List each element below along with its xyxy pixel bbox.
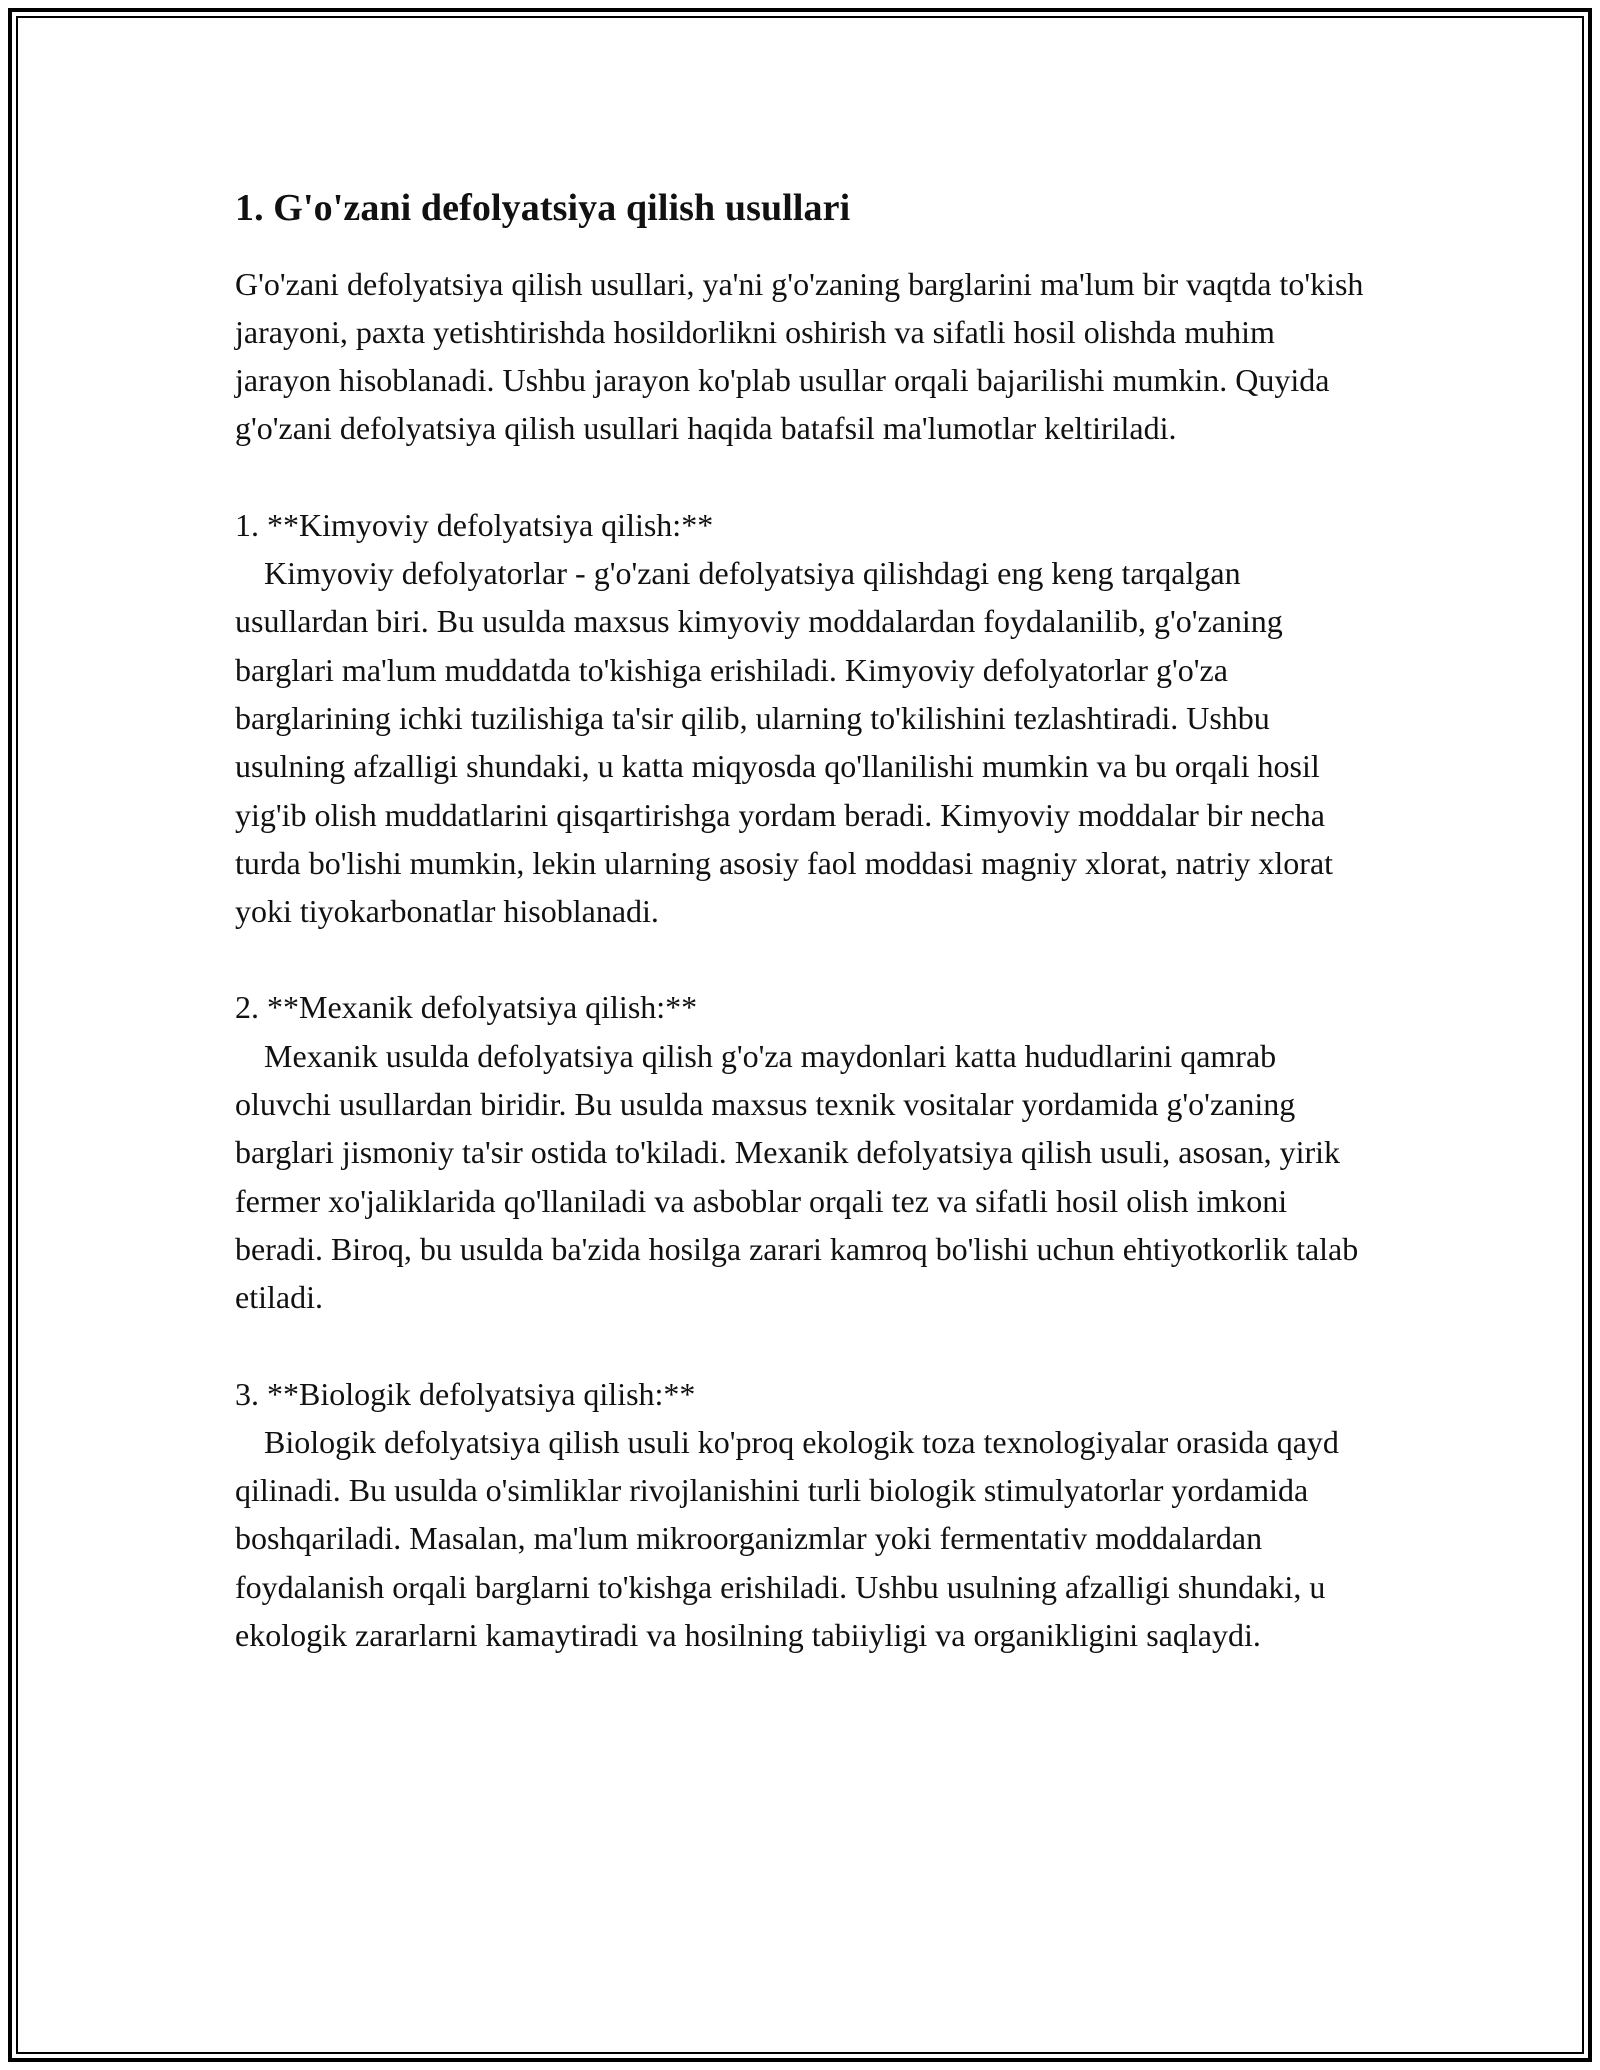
section-spacer: [235, 453, 1375, 501]
section-body: Biologik defolyatsiya qilish usuli ko'proq ekologik toza texnologiyalar orasida qayd qilinadi. Bu usulda o'simliklar rivojlanishini turli biologik stimulyatorlar yordamida boshqariladi. Masalan, ma'lum mikroorganizmlar yoki fermentativ moddalardan foydalanish orqali barglarni to'kishga erishiladi. Ushbu usulning afzalligi shundaki, u ekologik zararlarni kamaytiradi va hosilning tabiiyligi va organikligini saqlaydi.: [235, 1423, 1339, 1654]
section-spacer: [235, 935, 1375, 983]
section-spacer: [235, 1322, 1375, 1370]
section-body: Kimyoviy defolyatorlar - g'o'zani defolyatsiya qilishdagi eng keng tarqalgan usullardan biri. Bu usulda maxsus kimyoviy moddalardan foydalanilib, g'o'zaning barglari ma'lum muddatda to'kishiga erishiladi. Kimyoviy defolyatorlar g'o'za barglarining ichki tuzilishiga ta'sir qilib, ularning to'kilishini tezlashtiradi. Ushbu usulning afzalligi shundaki, u katta miqyosda qo'llanilishi mumkin va bu orqali hosil yig'ib olish muddatlarini qisqartirishga yordam beradi. Kimyoviy moddalar bir necha turda bo'lishi mumkin, lekin ularning asosiy faol moddasi magniy xlorat, natriy xlorat yoki tiyokarbonatlar hisoblanadi.: [235, 555, 1334, 930]
section-heading: 2. **Mexanik defolyatsiya qilish:**: [235, 989, 698, 1026]
section-biological: [235, 1370, 1375, 1660]
document-body: [235, 186, 1375, 1659]
intro-paragraph: G'o'zani defolyatsiya qilish usullari, ya'ni g'o'zaning barglarini ma'lum bir vaqtda to'kish jarayoni, paxta yetishtirishda hosildorlikni oshirish va sifatli hosil olishda muhim jarayon hisoblanadi. Ushbu jarayon ko'plab usullar orqali bajarilishi mumkin. Quyida g'o'zani defolyatsiya qilish usullari haqida batafsil ma'lumotlar keltiriladi.: [235, 265, 1364, 447]
section-body: Mexanik usulda defolyatsiya qilish g'o'za maydonlari katta hududlarini qamrab oluvchi usullardan biridir. Bu usulda maxsus texnik vositalar yordamida g'o'zaning barglari jismoniy ta'sir ostida to'kiladi. Mexanik defolyatsiya qilish usuli, asosan, yirik fermer xo'jaliklarida qo'llaniladi va asboblar orqali tez va sifatli hosil olish imkoni beradi. Biroq, bu usulda ba'zida hosilga zarari kamroq bo'lishi uchun ehtiyotkorlik talab etiladi.: [235, 1037, 1359, 1316]
section-heading: 1. **Kimyoviy defolyatsiya qilish:**: [235, 506, 714, 543]
section-mechanical: [235, 983, 1375, 1321]
section-chemical: [235, 501, 1375, 936]
section-heading: 3. **Biologik defolyatsiya qilish:**: [235, 1375, 696, 1412]
document-title: 1. G'o'zani defolyatsiya qilish usullari: [235, 187, 851, 229]
